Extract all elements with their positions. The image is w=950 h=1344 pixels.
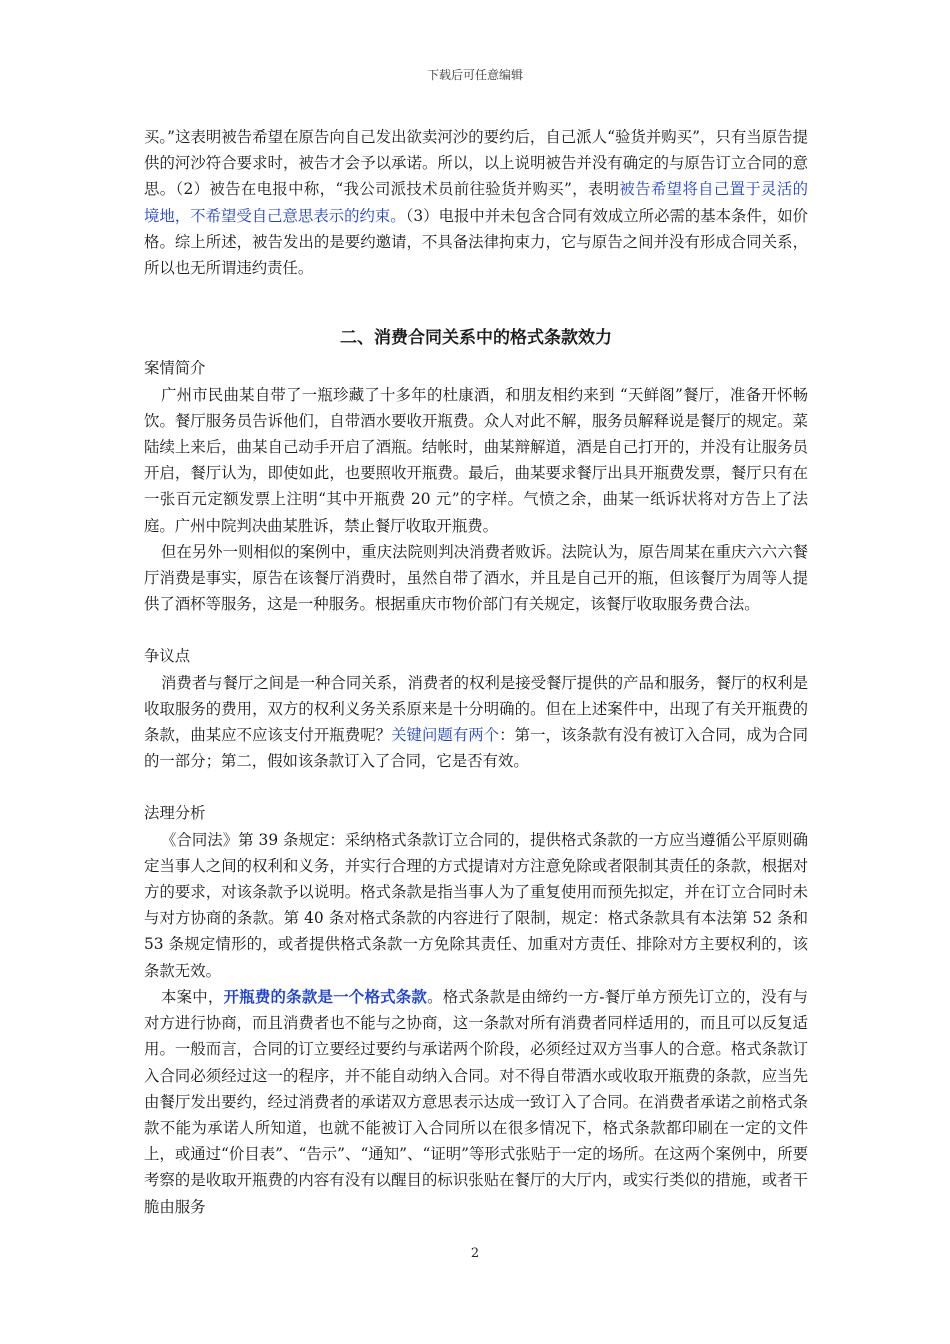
dispute-text-1: 消费者与餐厅之间是一种合同关系，消费者的权利是接受餐厅提供的产品和服务，餐厅的权利是收取服务的费用，双方的权利义务关系原来是十分明确的。但在上述案件中，出现了有关开瓶费的条款，曲某应不应该支付开瓶费呢？ [144, 673, 808, 745]
intro-paragraph [144, 124, 808, 281]
analysis-highlight: 开瓶费的条款是一个格式条款 [223, 987, 428, 1006]
intro-highlight: 被告希望将自己置于灵活的境地，不希望受自己意思表示的约束。 [144, 180, 808, 225]
case-paragraph-1: 广州市民曲某自带了一瓶珍藏了十多年的杜康酒，和朋友相约来到 “天鲜阁”餐厅，准备开怀畅饮。餐厅服务员告诉他们，自带酒水要收开瓶费。众人对此不解，服务员解释说是餐厅的规定。菜陆续上来后，曲某自己动手开启了酒瓶。结帐时，曲某辩解道，酒是自己打开的，并没有让服务员开启，餐厅认为，即使如此，也要照收开瓶费。最后，曲某要求餐厅出具开瓶费发票，餐厅只有在一张百元定额发票上注明“其中开瓶费 20 元”的字样。气愤之余，曲某一纸诉状将对方告上了法庭。广州中院判决曲某胜诉，禁止餐厅收取开瓶费。 [144, 385, 808, 535]
document-body [144, 124, 808, 1220]
analysis-text-post: 。格式条款是由缔约一方-餐厅单方预先订立的，没有与对方进行协商，而且消费者也不能与之协商，这一条款对所有消费者同样适用的，而且可以反复适用。一般而言，合同的订立要经过要约与承诺两个阶段，必须经过双方当事人的合意。格式条款订入合同必须经过这一的程序，并不能自动纳入合同。对不得自带酒水或收取开瓶费的条款，应当先由餐厅发出要约，经过消费者的承诺双方意思表示达成一致订入了合同。在消费者承诺之前格式条款不能为承诺人所知道，也就不能被订入合同所以在很多情况下，格式条款都印刷在一定的文件上，或通过“价目表”、“告示”、“通知”、“证明”等形式张贴于一定的场所。在这两个案例中，所要考察的是收取开瓶费的内容有没有以醒目的标识张贴在餐厅的大厅内，或实行类似的措施，或者干脆由服务 [144, 987, 808, 1216]
analysis-paragraph-2 [144, 984, 808, 1220]
dispute-highlight: 关键问题有两个 [391, 726, 500, 745]
page-header: 下载后可任意编辑 [426, 68, 523, 82]
dispute-paragraph [144, 670, 808, 775]
intro-text-1: 买。”这表明被告希望在原告向自己发出欲卖河沙的要约后，自己派人“验货并购买”，只有当原告提供的河沙符合要求时，被告才会予以承诺。所以，以上说明被告并没有确定的与原告订立合同的意思。（2）被告在电报中称，“我公司派技术员前往验货并购买”，表明 [144, 128, 808, 199]
intro-text-2: （3）电报中并未包含合同有效成立所必需的基本条件，如价格。综上所述，被告发出的是要约邀请，不具备法律拘束力，它与原告之间并没有形成合同关系，所以也无所谓违约责任。 [144, 206, 808, 278]
analysis-text-pre: 本案中， [160, 987, 224, 1006]
section-title: 二、消费合同关系中的格式条款效力 [340, 328, 612, 349]
dispute-heading: 争议点 [144, 647, 191, 666]
case-paragraph-2: 但在另外一则相似的案例中，重庆法院则判决消费者败诉。法院认为，原告周某在重庆六六六餐厅消费是事实，原告在该餐厅消费时，虽然自带了酒水，并且是自己开的瓶，但该餐厅为周等人提供了酒杯等服务，这是一种服务。根据重庆市物价部门有关规定，该餐厅收取服务费合法。 [144, 542, 808, 614]
case-heading: 案情简介 [144, 359, 206, 378]
analysis-paragraph-1: 《合同法》第 39 条规定：采纳格式条款订立合同的，提供格式条款的一方应当遵循公平原则确定当事人之间的权利和义务，并实行合理的方式提请对方注意免除或者限制其责任的条款，根据对方的要求，对该条款予以说明。格式条款是指当事人为了重复使用而预先拟定，并在订立合同时未与对方协商的条款。第 40 条对格式条款的内容进行了限制，规定：格式条款具有本法第 52 条和 53 条规定情形的，或者提供格式条款一方免除其责任、加重对方责任、排除对方主要权利的，该条款无效。 [144, 830, 808, 980]
analysis-heading: 法理分析 [144, 804, 206, 823]
page-number: 2 [470, 1246, 480, 1261]
dispute-text-2: ：第一，该条款有没有被订入合同，成为合同的一部分；第二，假如该条款订入了合同，它是否有效。 [144, 726, 808, 771]
